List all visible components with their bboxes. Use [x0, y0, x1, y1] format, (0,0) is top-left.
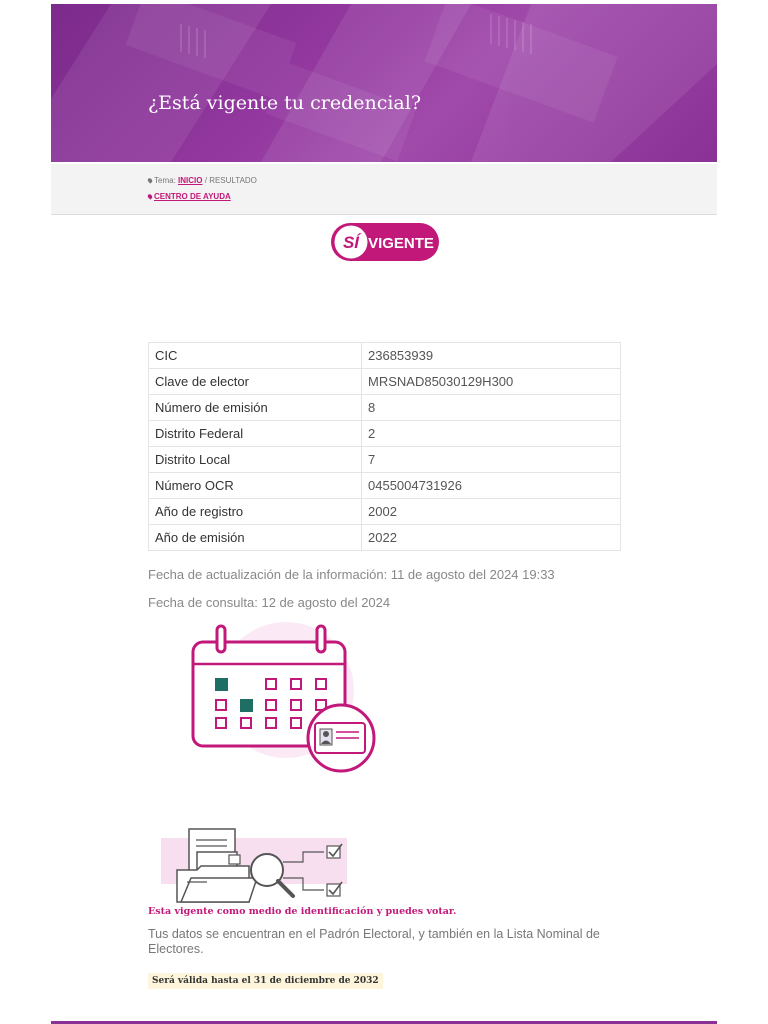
detail-value: 2022 — [362, 525, 621, 551]
calendar-credential-icon — [191, 620, 376, 775]
table-row — [149, 447, 621, 473]
validity-badge: Será válida hasta el 31 de diciembre de 2032 — [148, 973, 383, 989]
credential-details-body — [149, 343, 621, 551]
detail-value: 0455004731926 — [362, 473, 621, 499]
help-center-link[interactable]: CENTRO DE AYUDA — [154, 192, 231, 201]
pin-icon — [147, 193, 153, 199]
pin-icon — [147, 177, 153, 183]
detail-label: Año de emisión — [149, 525, 362, 551]
table-row — [149, 525, 621, 551]
si-vigente-badge — [331, 222, 440, 262]
folder-magnifier-icon — [159, 824, 359, 904]
detail-label: Número OCR — [149, 473, 362, 499]
detail-value: MRSNAD85030129H300 — [362, 369, 621, 395]
credential-details-table — [148, 342, 621, 551]
table-row — [149, 499, 621, 525]
breadcrumb-home-link[interactable]: INICIO — [178, 176, 203, 185]
breadcrumb — [51, 164, 717, 215]
detail-value: 2 — [362, 421, 621, 447]
detail-label: Clave de elector — [149, 369, 362, 395]
help-center — [148, 192, 231, 201]
table-row — [149, 421, 621, 447]
hero-banner — [51, 4, 717, 162]
breadcrumb-trail — [148, 176, 257, 185]
hero-pattern — [51, 4, 717, 162]
update-date: Fecha de actualización de la información: 11 de agosto del 2024 19:33 — [148, 567, 555, 582]
detail-value: 236853939 — [362, 343, 621, 369]
detail-label: Distrito Federal — [149, 421, 362, 447]
badge-si-text: SÍ — [342, 233, 360, 252]
detail-value: 2002 — [362, 499, 621, 525]
table-row — [149, 395, 621, 421]
detail-value: 8 — [362, 395, 621, 421]
breadcrumb-prefix: Tema: — [154, 176, 176, 185]
table-row — [149, 343, 621, 369]
status-description: Tus datos se encuentran en el Padrón Electoral, y también en la Lista Nominal de Electores. — [148, 927, 600, 956]
detail-label: Año de registro — [149, 499, 362, 525]
query-date: Fecha de consulta: 12 de agosto del 2024 — [148, 595, 391, 610]
table-row — [149, 473, 621, 499]
detail-label: Distrito Local — [149, 447, 362, 473]
badge-vigente-text: VIGENTE — [368, 235, 434, 252]
page-title: ¿Está vigente tu credencial? — [148, 92, 422, 114]
detail-label: CIC — [149, 343, 362, 369]
status-message: Esta vigente como medio de identificación y puedes votar. — [148, 906, 457, 917]
detail-value: 7 — [362, 447, 621, 473]
breadcrumb-separator: / — [204, 176, 207, 185]
page — [51, 4, 717, 1024]
breadcrumb-current: RESULTADO — [209, 176, 257, 185]
table-row — [149, 369, 621, 395]
detail-label: Número de emisión — [149, 395, 362, 421]
